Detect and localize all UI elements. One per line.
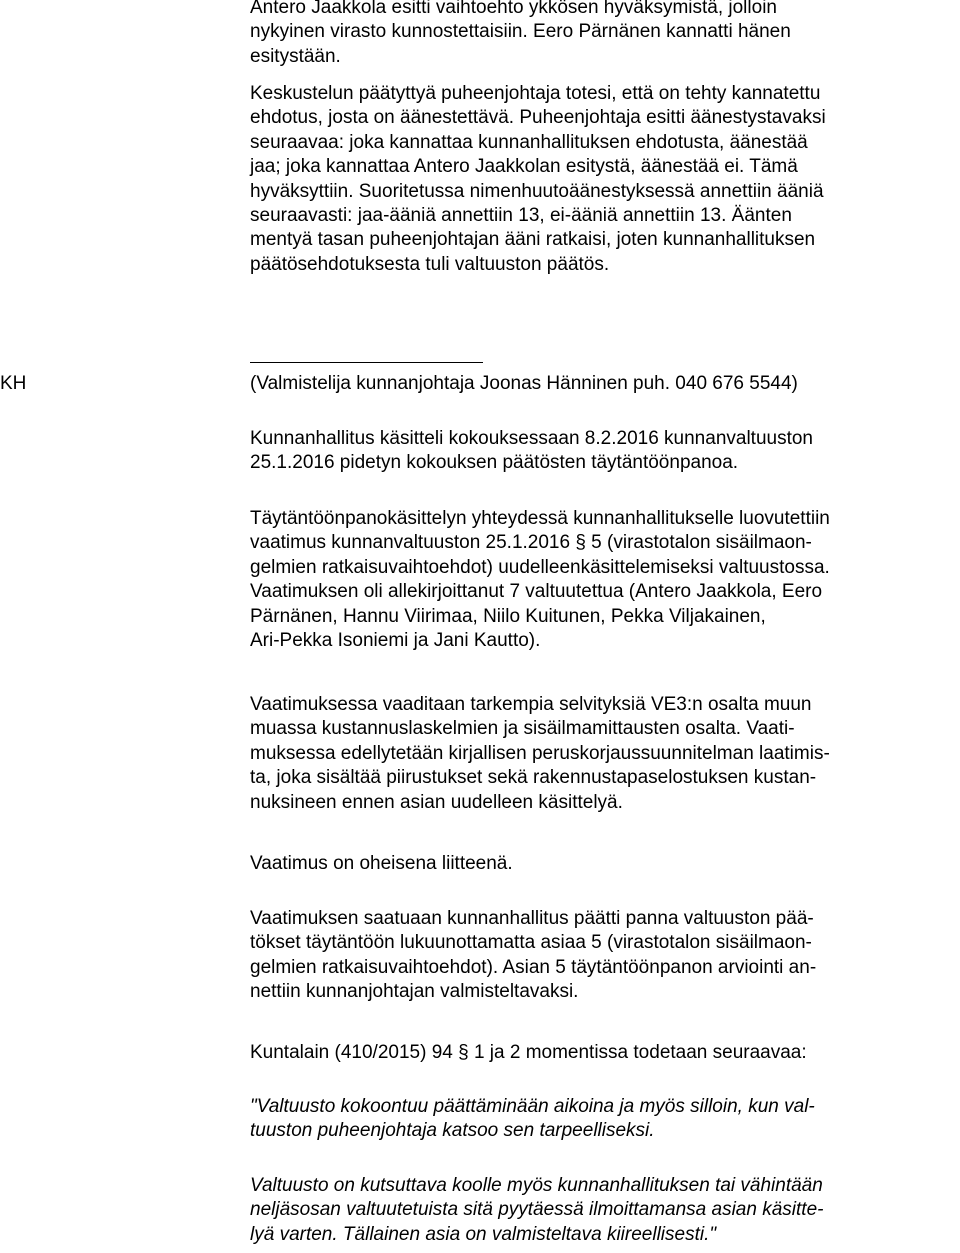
text-line: 25.1.2016 pidetyn kokouksen päätösten täytäntöönpanoa. [250,452,739,474]
text-line: esitystään. [250,45,341,67]
text-line: nykyinen virasto kunnostettaisiin. Eero Pärnänen kannatti hänen [250,21,791,43]
text-line: Keskustelun päätyttyä puheenjohtaja totesi, että on tehty kannatettu [250,83,821,104]
text-line: ta, joka sisältää piirustukset sekä rakennustapaselostuksen kustan- [250,767,817,789]
text-line: vaatimus kunnanvaltuuston 25.1.2016 § 5 (virastotalon sisäilmaon- [250,532,812,554]
text-line: gelmien ratkaisuvaihtoehdot) uudelleenkäsittelemiseksi valtuustossa. [250,556,830,578]
paragraph-demand-handover [250,507,956,653]
text-line: mentyä tasan puheenjohtajan ääni ratkaisi, joten kunnanhallituksen [250,229,816,251]
paragraph-law-quote-1 [250,1095,956,1144]
text-line: Vaatimuksen saatuaan kunnanhallitus päätti panna valtuuston pää- [250,908,814,929]
text-line: ehdotus, josta on äänestettävä. Puheenjohtaja esitti äänestystavaksi [250,107,826,129]
section-divider [250,362,483,363]
text-line: seuraavaa: joka kannattaa kunnanhallituksen ehdotusta, äänestää [250,131,808,153]
paragraph-demand-content [250,693,956,815]
paragraph-law-quote-2 [250,1174,956,1247]
text-line: Antero Jaakkola esitti vaihtoehto ykkösen hyväksymistä, jolloin [250,0,777,18]
text-line: päätösehdotuksesta tuli valtuuston päätös. [250,253,610,275]
text-line: tuuston puheenjohtaja katsoo sen tarpeelliseksi. [250,1120,655,1142]
paragraph-vote-result [250,82,956,277]
text-line: Valtuusto on kutsuttava koolle myös kunnanhallituksen tai vähintään [250,1175,823,1196]
text-line: neljäsosan valtuutetuista sitä pyytäessä ilmoittamansa asian käsitte- [250,1199,824,1221]
text-line: jaa; joka kannattaa Antero Jaakkolan esitystä, äänestää ei. Tämä [250,156,798,178]
text-line: "Valtuusto kokoontuu päättäminään aikoina ja myös silloin, kun val- [250,1096,815,1117]
text-line: Täytäntöönpanokäsittelyn yhteydessä kunnanhallitukselle luovutettiin [250,508,830,529]
text-line: Ari-Pekka Isoniemi ja Jani Kautto). [250,630,541,652]
text-line: (Valmistelija kunnanjohtaja Joonas Hänninen puh. 040 676 5544) [250,373,798,394]
text-line: lyä varten. Tällainen asia on valmisteltava kiireellisesti." [250,1223,717,1245]
text-line: Vaatimuksen oli allekirjoittanut 7 valtuutettua (Antero Jaakkola, Eero [250,581,823,603]
paragraph-preparer [250,372,956,396]
paragraph-board-meeting [250,427,956,476]
text-line: Kuntalain (410/2015) 94 § 1 ja 2 momentissa todetaan seuraavaa: [250,1042,807,1063]
text-line: Pärnänen, Hannu Viirimaa, Niilo Kuitunen, Pekka Viljakainen, [250,605,766,627]
text-line: Vaatimuksessa vaaditaan tarkempia selvityksiä VE3:n osalta muun [250,694,812,715]
paragraph-law-reference [250,1041,956,1065]
text-line: seuraavasti: jaa-ääniä annettiin 13, ei-ääniä annettiin 13. Äänten [250,205,792,227]
text-line: nuksineen ennen asian uudelleen käsittelyä. [250,791,623,813]
text-line: Vaatimus on oheisena liitteenä. [250,853,513,874]
section-code-label: KH [0,373,27,394]
text-line: Kunnanhallitus käsitteli kokouksessaan 8.2.2016 kunnanvaltuuston [250,428,813,449]
text-line: muassa kustannuslaskelmien ja sisäilmamittausten osalta. Vaati- [250,718,795,740]
paragraph-proposal-jaakkola [250,0,956,69]
text-line: tökset täytäntöön lukuunottamatta asiaa 5 (virastotalon sisäilmaon- [250,932,812,954]
text-line: muksessa edellytetään kirjallisen peruskorjaussuunnitelman laatimis- [250,742,830,764]
text-line: nettiin kunnanjohtajan valmisteltavaksi. [250,981,579,1003]
text-line: hyväksyttiin. Suoritetussa nimenhuutoäänestyksessä annettiin ääniä [250,180,824,202]
paragraph-attachment-note [250,852,956,876]
text-line: gelmien ratkaisuvaihtoehdot). Asian 5 täytäntöönpanon arviointi an- [250,956,817,978]
paragraph-board-decision [250,907,956,1005]
